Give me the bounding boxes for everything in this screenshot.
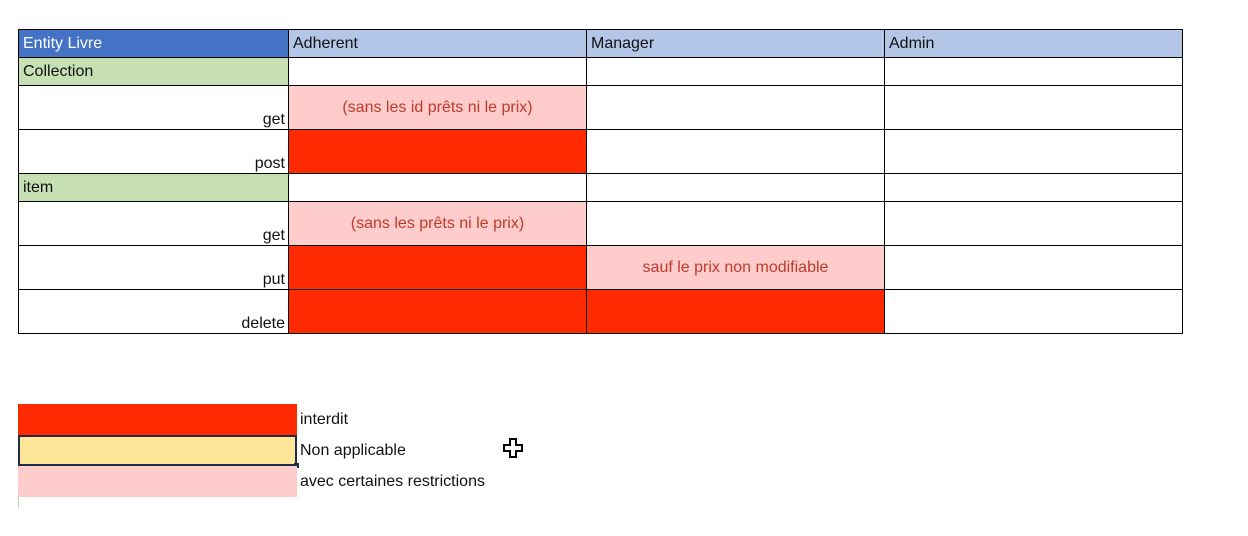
gridline-fragment [18,494,19,508]
row-collection-post [19,130,1183,174]
cell-empty[interactable] [885,130,1183,174]
cell-manager-restricted[interactable]: sauf le prix non modifiable [587,246,885,290]
cell-empty[interactable] [587,58,885,86]
cell-empty[interactable] [587,202,885,246]
cell-empty[interactable] [289,174,587,202]
cell-method-get[interactable]: get [19,202,289,246]
cell-role-manager[interactable]: Manager [587,30,885,58]
cell-role-adherent[interactable]: Adherent [289,30,587,58]
cell-section-collection[interactable]: Collection [19,58,289,86]
row-item-put [19,246,1183,290]
cell-empty[interactable] [289,58,587,86]
section-row-collection [19,58,1183,86]
cell-adherent-restricted[interactable]: (sans les prêts ni le prix) [289,202,587,246]
cell-empty[interactable] [885,86,1183,130]
cell-empty[interactable] [587,130,885,174]
cell-empty[interactable] [885,246,1183,290]
cell-adherent-forbidden[interactable] [289,290,587,334]
cell-empty[interactable] [885,58,1183,86]
row-collection-get [19,86,1183,130]
spreadsheet-area [18,29,1183,334]
cell-entity-header[interactable]: Entity Livre [19,30,289,58]
cell-method-delete[interactable]: delete [19,290,289,334]
cell-empty[interactable] [885,202,1183,246]
cell-method-get[interactable]: get [19,86,289,130]
cell-adherent-restricted[interactable]: (sans les id prêts ni le prix) [289,86,587,130]
cell-method-put[interactable]: put [19,246,289,290]
legend-label-restricted: avec certaines restrictions [300,473,485,490]
legend-swatch-not-applicable-selected[interactable] [18,435,297,466]
cell-manager-forbidden[interactable] [587,290,885,334]
cell-empty[interactable] [885,174,1183,202]
cell-select-cursor-icon [502,437,524,459]
cell-empty[interactable] [587,86,885,130]
row-item-get [19,202,1183,246]
legend-label-not-applicable: Non applicable [300,442,406,459]
section-row-item [19,174,1183,202]
header-row [19,30,1183,58]
cell-adherent-forbidden[interactable] [289,246,587,290]
cell-section-item[interactable]: item [19,174,289,202]
legend-swatch-restricted[interactable] [18,466,297,497]
cell-adherent-forbidden[interactable] [289,130,587,174]
permissions-table [18,29,1183,334]
cell-empty[interactable] [587,174,885,202]
cell-role-admin[interactable]: Admin [885,30,1183,58]
cell-method-post[interactable]: post [19,130,289,174]
row-item-delete [19,290,1183,334]
cell-empty[interactable] [885,290,1183,334]
legend-label-forbidden: interdit [300,411,349,428]
legend-swatch-forbidden[interactable] [18,404,297,435]
